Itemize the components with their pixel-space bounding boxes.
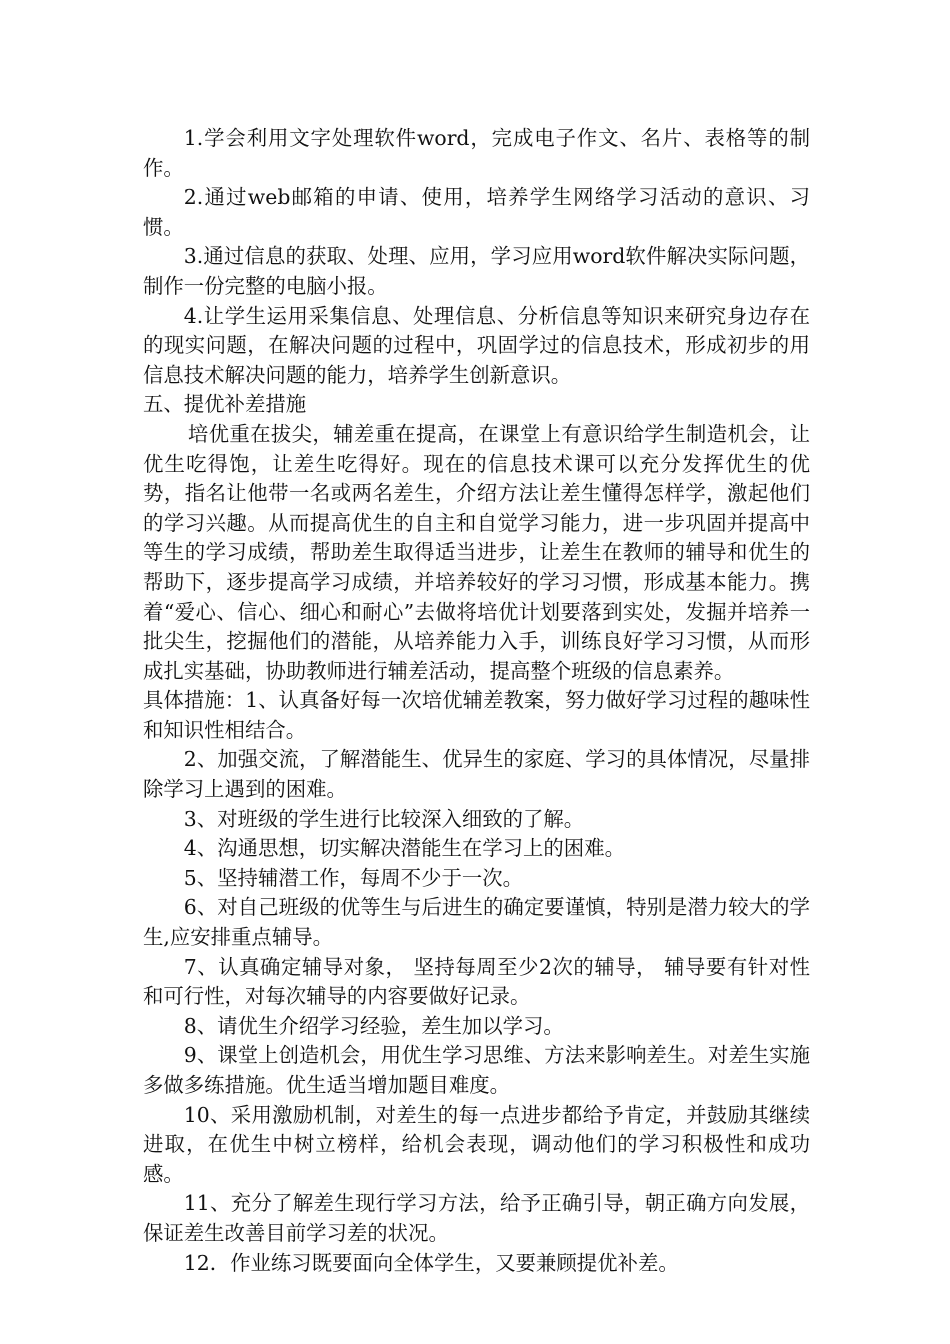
measure-item: 5、坚持辅潜工作，每周不少于一次。 — [183, 865, 524, 890]
measure-item: 2、加强交流，了解潜能生、优异生的家庭、学习的具体情况，尽量排除学习上遇到的困难。 — [143, 747, 810, 802]
measure-item: 6、对自己班级的优等生与后进生的确定要谨慎，特别是潜力较大的学生,应安排重点辅导。 — [143, 895, 810, 950]
measure-item: 11、充分了解差生现行学习方法，给予正确引导，朝正确方向发展，保证差生改善目前学习差的状况。 — [143, 1191, 810, 1245]
measure-item: 9、课堂上创造机会，用优生学习思维、方法来影响差生。对差生实施多做多练措施。优生适当增加题目难度。 — [143, 1043, 810, 1097]
measure-item: 10、采用激励机制，对差生的每一点进步都给予肯定，并鼓励其继续进取，在优生中树立榜样，给机会表现，调动他们的学习积极性和成功感。 — [143, 1102, 810, 1186]
measure-item: 3、对班级的学生进行比较深入细致的了解。 — [183, 806, 585, 831]
intro-paragraph: 培优重在拔尖，辅差重在提高，在课堂上有意识给学生制造机会，让优生吃得饱，让差生吃得好。现在的信息技术课可以充分发挥优生的优势，指名让他带一名或两名差生，介绍方法让差生懂得怎样学，激起他们的学习兴趣。从而提高优生的自主和自觉学习能力，进一步巩固并提高中等生的学习成绩，帮助差生取得适当进步，让差生在教师的辅导和优生的帮助下，逐步提高学习成绩，并培养较好的学习习惯，形成基本能力。携着“爱心、信心、细心和耐心”去做将培优计划要落到实处，发掘并培养一批尖生，挖掘他们的潜能，从培养能力入手，训练良好学习习惯，从而形成扎实基础，协助教师进行辅差活动，提高整个班级的信息素养。 — [143, 421, 810, 683]
measure-item: 4、沟通思想，切实解决潜能生在学习上的困难。 — [183, 836, 625, 861]
objective-paragraph: 4.让学生运用采集信息、处理信息、分析信息等知识来研究身边存在的现实问题，在解决问题的过程中，巩固学过的信息技术，形成初步的用信息技术解决问题的能力，培养学生创新意识。 — [143, 303, 810, 387]
measures-lead-paragraph: 具体措施：1、认真备好每一次培优辅差教案，努力做好学习过程的趣味性和知识性相结合。 — [143, 688, 810, 742]
objective-paragraph: 2.通过web邮箱的申请、使用，培养学生网络学习活动的意识、习惯。 — [143, 185, 810, 239]
measure-item: 7、认真确定辅导对象， 坚持每周至少2次的辅导， 辅导要有针对性和可行性，对每次辅导的内容要做好记录。 — [143, 954, 810, 1009]
objective-paragraph: 3.通过信息的获取、处理、应用，学习应用word软件解决实际问题，制作一份完整的电脑小报。 — [143, 244, 810, 298]
section-heading: 五、提优补差措施 — [143, 392, 307, 417]
objective-paragraph: 1.学会利用文字处理软件word，完成电子作文、名片、表格等的制作。 — [143, 126, 810, 180]
document-page — [143, 124, 810, 1278]
measure-item: 12．作业练习既要面向全体学生，又要兼顾提优补差。 — [183, 1250, 679, 1275]
measure-item: 8、请优生介绍学习经验，差生加以学习。 — [183, 1013, 564, 1038]
